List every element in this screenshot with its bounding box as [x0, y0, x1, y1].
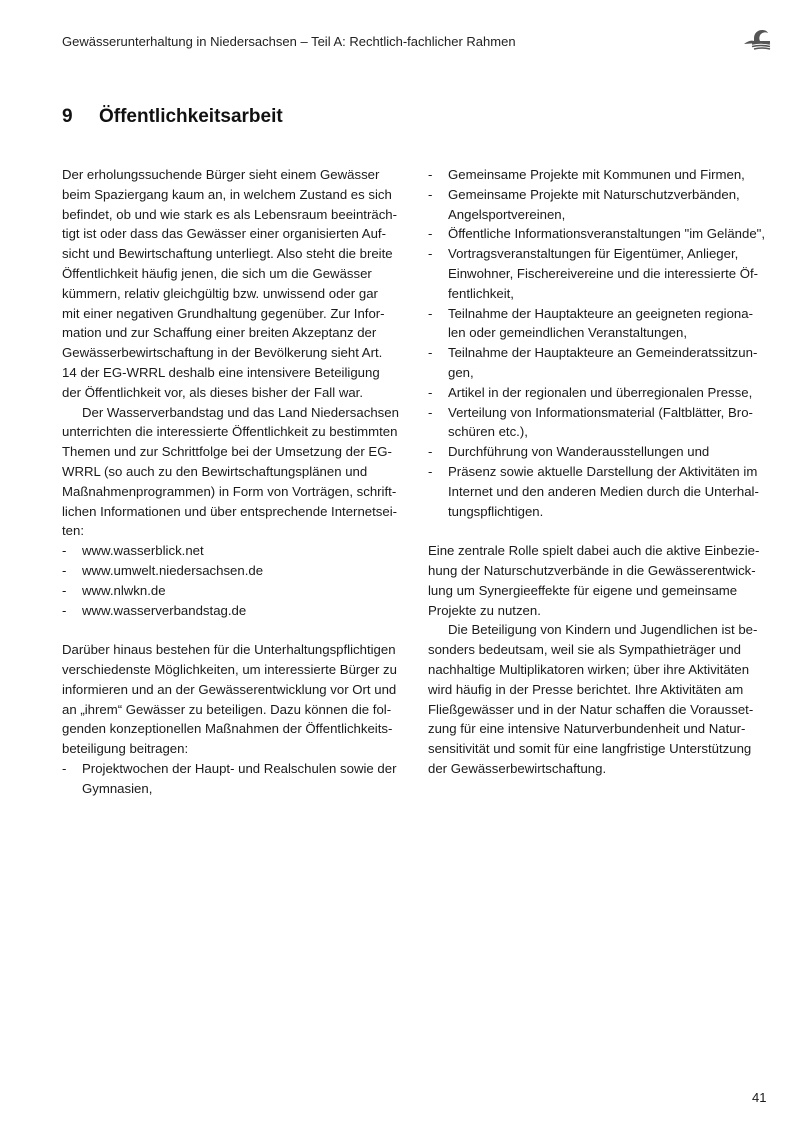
text-line: Gymnasien,: [82, 780, 153, 796]
text-line: - Durchführung von Wanderausstellungen und: [448, 444, 710, 460]
page-number: 41: [752, 1090, 767, 1105]
right-column: [428, 165, 774, 779]
text-line: hung der Naturschutzverbände in die Gewässerentwick-: [428, 562, 756, 578]
text-line: lichen Informationen und über entsprechende Internetsei-: [62, 503, 398, 519]
link-text[interactable]: www.wasserblick.net: [82, 543, 204, 559]
text-line: - Öffentliche Informationsveranstaltungen "im Gelände",: [448, 226, 766, 242]
text-line: der Gewässerbewirtschaftung.: [428, 760, 607, 776]
text-line: sicht und Bewirtschaftung unterliegt. Also steht die breite: [62, 246, 393, 262]
text-line: gen,: [448, 364, 474, 380]
measures-list-left: [62, 759, 408, 799]
text-line: schüren etc.),: [448, 424, 528, 440]
list-item: [62, 759, 408, 799]
link-text[interactable]: www.nlwkn.de: [82, 582, 166, 598]
measures-list-right: [428, 165, 774, 521]
text-line: an „ihrem“ Gewässer zu beteiligen. Dazu können die fol-: [62, 701, 392, 717]
text-line: WRRL (so auch zu den Bewirtschaftungsplänen und: [62, 463, 368, 479]
website-list: [62, 541, 408, 620]
text-line: Projekte zu nutzen.: [428, 602, 541, 618]
text-line: mit einer negativen Grundhaltung gegenüber. Zur Infor-: [62, 305, 385, 321]
text-line: - Artikel in der regionalen und überregionalen Presse,: [448, 384, 753, 400]
chapter-number: 9: [62, 106, 73, 127]
text-line: - Teilnahme der Hauptakteure an geeigneten regiona-: [448, 305, 753, 321]
text-line: ten:: [62, 523, 84, 539]
text-line: lung um Synergieeffekte für eigene und gemeinsame: [428, 582, 738, 598]
text-line: Gewässerbewirtschaftung in der Bevölkerung sieht Art.: [62, 345, 383, 361]
text-line: - Projektwochen der Haupt- und Realschulen sowie der: [82, 760, 397, 776]
text-line: der Öffentlichkeit vor, als dieses bisher der Fall war.: [62, 384, 364, 400]
text-line: Einwohner, Fischereivereine und die interessierte Öf-: [448, 265, 759, 281]
text-line: Der Wasserverbandstag und das Land Niedersachsen: [82, 404, 399, 420]
list-item: [428, 462, 774, 521]
text-line: - Gemeinsame Projekte mit Kommunen und Firmen,: [448, 167, 745, 182]
chapter-title: Öffentlichkeitsarbeit: [99, 106, 283, 127]
spacer: [62, 620, 408, 640]
paragraph-naturschutz: [428, 541, 774, 620]
list-item: [428, 403, 774, 443]
text-line: verschiedenste Möglichkeiten, um interessierte Bürger zu: [62, 661, 397, 677]
text-line: - Vortragsveranstaltungen für Eigentümer, Anlieger,: [448, 246, 739, 262]
website-link-umwelt[interactable]: [62, 561, 408, 581]
text-line: beteiligung beitragen:: [62, 741, 189, 757]
website-link-wasserverbandstag[interactable]: [62, 601, 408, 621]
link-text[interactable]: www.umwelt.niedersachsen.de: [82, 562, 264, 578]
text-line: wird häufig in der Presse berichtet. Ihre Aktivitäten am: [428, 681, 744, 697]
text-line: informieren und an der Gewässerentwicklung vor Ort und: [62, 681, 397, 697]
text-line: Fließgewässer und in der Natur schaffen die Vorausset-: [428, 701, 754, 717]
text-line: tungspflichtigen.: [448, 503, 544, 519]
text-line: fentlichkeit,: [448, 285, 514, 301]
text-line: beim Spaziergang kaum an, in welchem Zustand es sich: [62, 186, 392, 202]
text-line: nachhaltige Multiplikatoren wirken; über ihre Aktivitäten: [428, 661, 750, 677]
paragraph-moeglichkeiten: [62, 640, 408, 759]
text-line: Internet und den anderen Medien durch die Unterhal-: [448, 483, 759, 499]
text-line: genden konzeptionellen Maßnahmen der Öffentlichkeits-: [62, 721, 393, 737]
wave-logo-icon: [742, 28, 772, 52]
paragraph-wasserverbandstag: [62, 403, 408, 542]
text-line: - Verteilung von Informationsmaterial (Faltblätter, Bro-: [448, 404, 753, 420]
list-item: [428, 185, 774, 225]
text-line: mation und zur Schaffung einer breiten Akzeptanz der: [62, 325, 377, 341]
text-line: Darüber hinaus bestehen für die Unterhaltungspflichtigen: [62, 642, 396, 658]
text-line: kümmern, relativ gleichgültig bzw. unwissend oder gar: [62, 285, 378, 301]
text-line: Eine zentrale Rolle spielt dabei auch die aktive Einbezie-: [428, 543, 760, 559]
paragraph-kinder: [428, 620, 774, 778]
left-column: [62, 165, 408, 799]
text-line: - Teilnahme der Hauptakteure an Gemeinderatssitzun-: [448, 345, 758, 361]
list-item: [428, 165, 774, 185]
text-line: unterrichten die interessierte Öffentlichkeit zu bestimmten: [62, 424, 398, 440]
website-link-wasserblick[interactable]: [62, 541, 408, 561]
text-line: zung für eine intensive Naturverbundenheit und Natur-: [428, 721, 746, 737]
text-line: sensitivität und somit für eine langfristige Unterstützung: [428, 741, 752, 757]
text-line: - Präsenz sowie aktuelle Darstellung der Aktivitäten im: [448, 463, 758, 479]
text-line: Öffentlichkeit häufig jenen, die sich um die Gewässer: [62, 265, 372, 281]
link-text[interactable]: www.wasserverbandstag.de: [82, 602, 247, 618]
text-line: Die Beteiligung von Kindern und Jugendlichen ist be-: [448, 622, 758, 638]
list-item: [428, 244, 774, 303]
text-line: Themen und zur Schrittfolge bei der Umsetzung der EG-: [62, 444, 392, 460]
list-item: [428, 383, 774, 403]
text-line: Der erholungssuchende Bürger sieht einem Gewässer: [62, 167, 380, 182]
website-link-nlwkn[interactable]: [62, 581, 408, 601]
list-item: [428, 343, 774, 383]
list-item: [428, 224, 774, 244]
text-line: befindet, ob und wie stark es als Lebensraum beeinträch-: [62, 206, 398, 222]
text-line: Angelsportvereinen,: [448, 206, 566, 222]
running-header: Gewässerunterhaltung in Niedersachsen – Teil A: Rechtlich-fachlicher Rahmen: [62, 34, 516, 49]
text-line: tigt ist oder dass das Gewässer einer organisierten Auf-: [62, 226, 386, 242]
list-item: [428, 304, 774, 344]
paragraph-intro: [62, 165, 408, 403]
chapter-heading: [62, 106, 283, 128]
text-line: - Gemeinsame Projekte mit Naturschutzverbänden,: [448, 186, 740, 202]
text-line: sonders bedeutsam, weil sie als Sympathieträger und: [428, 642, 742, 658]
text-line: Maßnahmenprogrammen) in Form von Vorträgen, schrift-: [62, 483, 397, 499]
list-item: [428, 442, 774, 462]
spacer: [428, 521, 774, 541]
text-line: 14 der EG-WRRL deshalb eine intensivere Beteiligung: [62, 364, 380, 380]
text-line: len oder gemeindlichen Veranstaltungen,: [448, 325, 688, 341]
